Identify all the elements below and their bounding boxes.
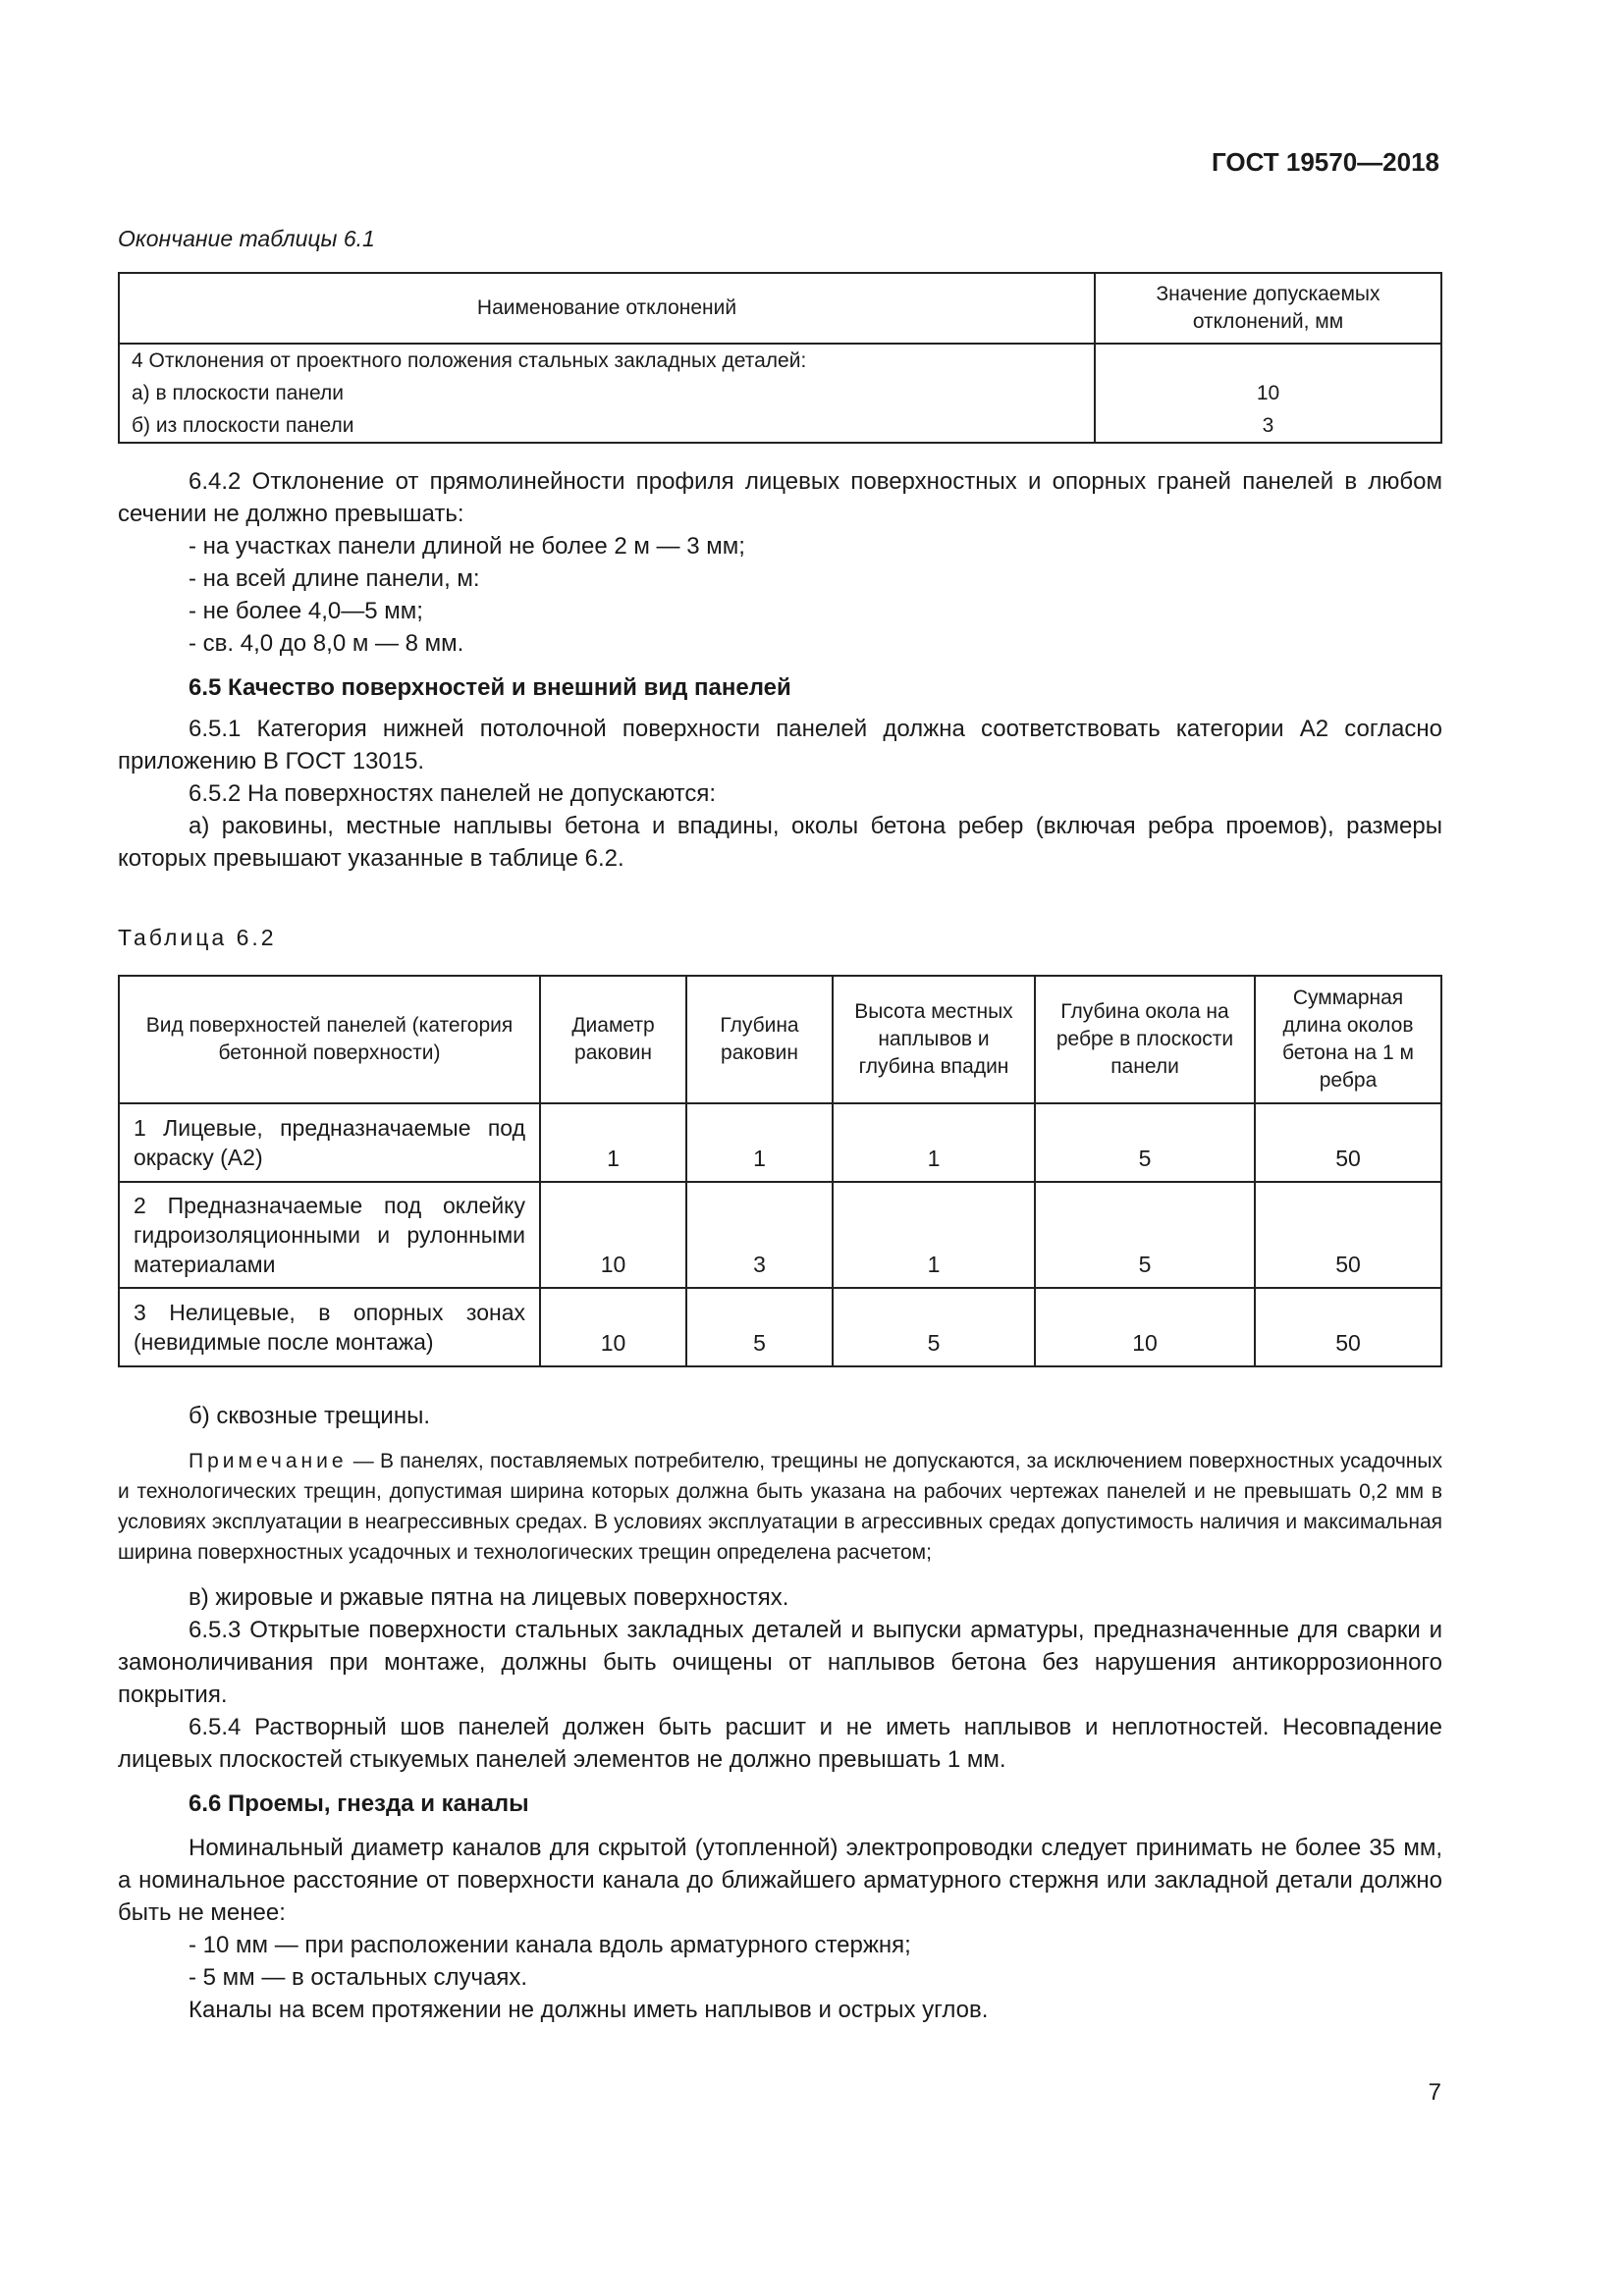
paragraph: Каналы на всем протяжении не должны иметь наплывов и острых углов. <box>189 1997 989 2023</box>
table2-cell: 50 <box>1255 1288 1441 1366</box>
list-item: - на всей длине панели, м: <box>189 565 480 592</box>
table2-cell: 10 <box>540 1288 686 1366</box>
section-6-4-2 <box>118 465 1442 875</box>
table2-header: Глубина раковин <box>686 976 833 1103</box>
page-number: 7 <box>1428 2079 1441 2106</box>
table2-cell: 3 <box>686 1182 833 1288</box>
table1-group: 4 Отклонения от проектного положения стальных закладных деталей: <box>132 349 807 372</box>
list-item: - не более 4,0—5 мм; <box>189 598 423 624</box>
table1-cell <box>119 344 1095 409</box>
table2-cell: 1 <box>833 1103 1035 1182</box>
table2-header: Вид поверхностей панелей (категория бетонной поверхности) <box>119 976 540 1103</box>
table1-caption: Окончание таблицы 6.1 <box>118 226 375 251</box>
table2-header: Глубина окола на ребре в плоскости панели <box>1035 976 1255 1103</box>
table1-value: 3 <box>1095 409 1441 443</box>
table2-cell: 5 <box>1035 1182 1255 1288</box>
table-row <box>119 409 1441 443</box>
paragraph: 6.5.2 На поверхностях панелей не допускаются: <box>189 780 717 807</box>
table1-row-label: а) в плоскости панели <box>132 382 344 404</box>
list-item: - на участках панели длиной не более 2 м — 3 мм; <box>189 533 745 560</box>
table2-row-label: 1 Лицевые, предназначаемые под окраску (А2) <box>119 1103 540 1182</box>
table2-row-label: 2 Предназначаемые под оклейку гидроизоляционными и рулонными материалами <box>119 1182 540 1288</box>
table2-cell: 5 <box>686 1288 833 1366</box>
table2-cell: 1 <box>686 1103 833 1182</box>
table-row <box>119 1103 1441 1182</box>
table2-header-row <box>119 976 1441 1103</box>
table2-cell: 5 <box>1035 1103 1255 1182</box>
section-heading: 6.6 Проемы, гнезда и каналы <box>189 1790 529 1817</box>
table1-header-row <box>119 273 1441 344</box>
table1-row-label: б) из плоскости панели <box>119 409 1095 443</box>
table2-cell: 10 <box>540 1182 686 1288</box>
table-row <box>119 344 1441 409</box>
list-item: - 10 мм — при расположении канала вдоль арматурного стержня; <box>189 1932 911 1958</box>
table2-cell: 50 <box>1255 1103 1441 1182</box>
list-item: - 5 мм — в остальных случаях. <box>189 1964 528 1991</box>
document-header: ГОСТ 19570—2018 <box>1212 147 1439 177</box>
table2-cell: 5 <box>833 1288 1035 1366</box>
table-6-1 <box>118 272 1442 444</box>
note <box>118 1446 1442 1568</box>
table-row <box>119 1288 1441 1366</box>
table-row <box>119 1182 1441 1288</box>
paragraph: 6.5.1 Категория нижней потолочной поверхности панелей должна соответствовать категории А2 согласно приложению В ГОСТ 13015. <box>118 716 1442 774</box>
table2-cell: 1 <box>833 1182 1035 1288</box>
section-heading: 6.5 Качество поверхностей и внешний вид панелей <box>189 674 791 701</box>
table2-header: Суммарная длина околов бетона на 1 м ребра <box>1255 976 1441 1103</box>
table2-header: Высота местных наплывов и глубина впадин <box>833 976 1035 1103</box>
table2-cell: 50 <box>1255 1182 1441 1288</box>
paragraph: 6.4.2 Отклонение от прямолинейности профиля лицевых поверхностных и опорных граней панелей в любом сечении не должно превышать: <box>118 468 1442 527</box>
table2-header: Диаметр раковин <box>540 976 686 1103</box>
section-after-table <box>118 1400 1442 2026</box>
note-text: — В панелях, поставляемых потребителю, трещины не допускаются, за исключением поверхностных усадочных и технологических трещин, допустимая ширина которых должна быть указана на рабочих чертежах панелей и не превышать 0,2 мм в условиях эксплуатации в неагрессивных средах. В условиях эксплуатации в агрессивных средах допустимость наличия и максимальная ширина поверхностных усадочных и технологических трещин определена расчетом; <box>118 1450 1442 1564</box>
paragraph: б) сквозные трещины. <box>189 1403 430 1429</box>
table2-cell: 1 <box>540 1103 686 1182</box>
paragraph: 6.5.3 Открытые поверхности стальных закладных деталей и выпуски арматуры, предназначенные для сварки и замоноличивания при монтаже, должны быть очищены от наплывов бетона без нарушения антикоррозионного покрытия. <box>118 1617 1442 1708</box>
table2-caption: Таблица 6.2 <box>118 925 277 950</box>
paragraph: 6.5.4 Растворный шов панелей должен быть расшит и не иметь наплывов и неплотностей. Несовпадение лицевых плоскостей стыкуемых панелей элементов не должно превышать 1 мм. <box>118 1714 1442 1773</box>
list-item: - св. 4,0 до 8,0 м — 8 мм. <box>189 630 464 657</box>
table1-header: Наименование отклонений <box>119 273 1095 344</box>
table2-cell: 10 <box>1035 1288 1255 1366</box>
note-label: Примечание <box>189 1450 348 1472</box>
paragraph: Номинальный диаметр каналов для скрытой (утопленной) электропроводки следует принимать не более 35 мм, а номинальное расстояние от поверхности канала до ближайшего арматурного стержня или закладной детали должно быть не менее: <box>118 1835 1442 1926</box>
paragraph: а) раковины, местные наплывы бетона и впадины, околы бетона ребер (включая ребра проемов), размеры которых превышают указанные в таблице 6.2. <box>118 813 1442 872</box>
table-6-2 <box>118 975 1442 1367</box>
paragraph: в) жировые и ржавые пятна на лицевых поверхностях. <box>189 1584 789 1611</box>
table2-row-label: 3 Нелицевые, в опорных зонах (невидимые после монтажа) <box>119 1288 540 1366</box>
table1-value: 10 <box>1095 344 1441 409</box>
table1-header: Значение допускаемых отклонений, мм <box>1095 273 1441 344</box>
